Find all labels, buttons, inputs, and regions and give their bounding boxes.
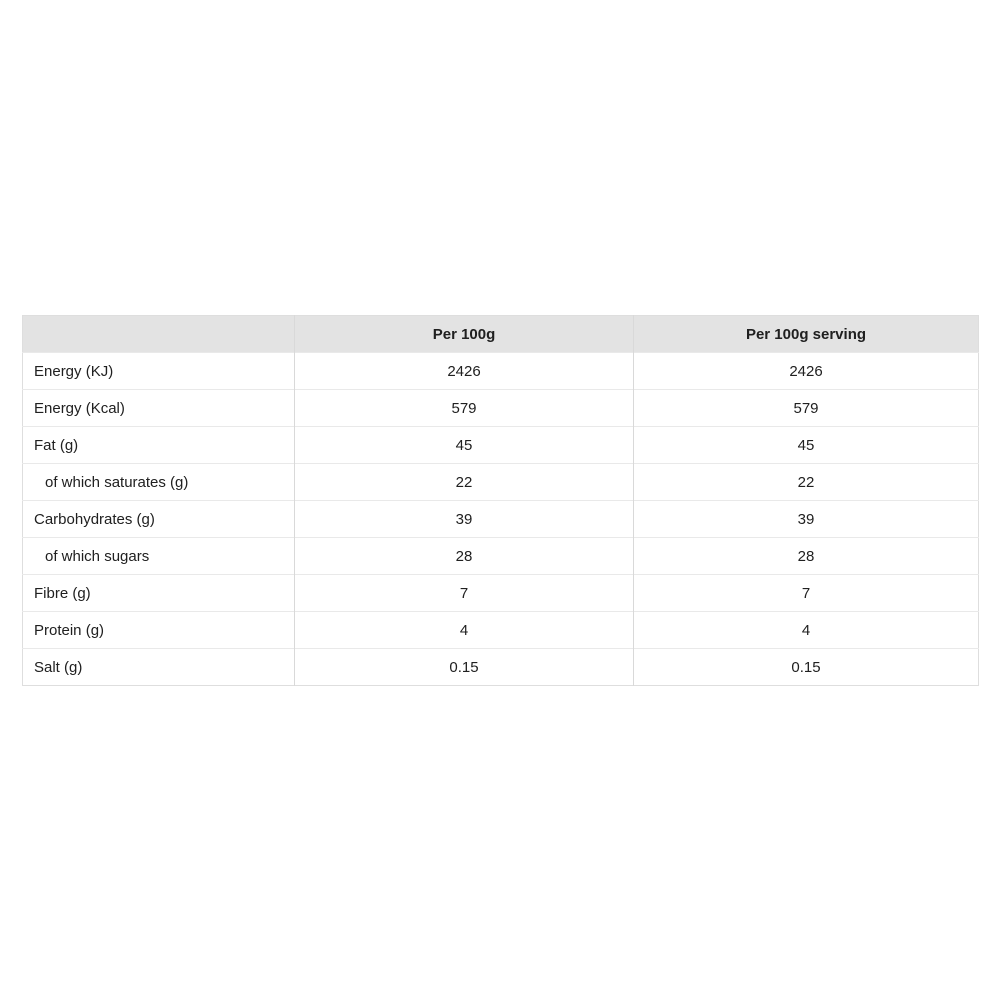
- table-row: [23, 427, 979, 464]
- value-per-100g: 0.15: [295, 649, 634, 686]
- value-per-serving: 7: [634, 575, 979, 612]
- table-row: [23, 464, 979, 501]
- value-per-100g: 579: [295, 390, 634, 427]
- row-label: Fat (g): [23, 427, 295, 464]
- row-label: Salt (g): [23, 649, 295, 686]
- value-per-serving: 4: [634, 612, 979, 649]
- row-label: Energy (Kcal): [23, 390, 295, 427]
- column-header-per-serving: Per 100g serving: [634, 316, 979, 353]
- value-per-serving: 2426: [634, 353, 979, 390]
- table-row: [23, 575, 979, 612]
- nutrition-table: [22, 315, 979, 686]
- column-header-blank: [23, 316, 295, 353]
- row-label: Fibre (g): [23, 575, 295, 612]
- value-per-serving: 0.15: [634, 649, 979, 686]
- row-label: Energy (KJ): [23, 353, 295, 390]
- value-per-serving: 579: [634, 390, 979, 427]
- value-per-100g: 2426: [295, 353, 634, 390]
- row-label: Carbohydrates (g): [23, 501, 295, 538]
- value-per-serving: 22: [634, 464, 979, 501]
- value-per-100g: 28: [295, 538, 634, 575]
- value-per-100g: 39: [295, 501, 634, 538]
- table-row: [23, 538, 979, 575]
- row-label: of which sugars: [23, 538, 295, 575]
- header-row: [23, 316, 979, 353]
- row-label: Protein (g): [23, 612, 295, 649]
- value-per-serving: 39: [634, 501, 979, 538]
- value-per-100g: 4: [295, 612, 634, 649]
- value-per-100g: 22: [295, 464, 634, 501]
- column-header-per-100g: Per 100g: [295, 316, 634, 353]
- value-per-100g: 7: [295, 575, 634, 612]
- table-row: [23, 390, 979, 427]
- row-label: of which saturates (g): [23, 464, 295, 501]
- table-row: [23, 501, 979, 538]
- table-row: [23, 353, 979, 390]
- table-row: [23, 649, 979, 686]
- value-per-serving: 45: [634, 427, 979, 464]
- nutrition-table-body: [23, 353, 979, 686]
- table-row: [23, 612, 979, 649]
- value-per-serving: 28: [634, 538, 979, 575]
- value-per-100g: 45: [295, 427, 634, 464]
